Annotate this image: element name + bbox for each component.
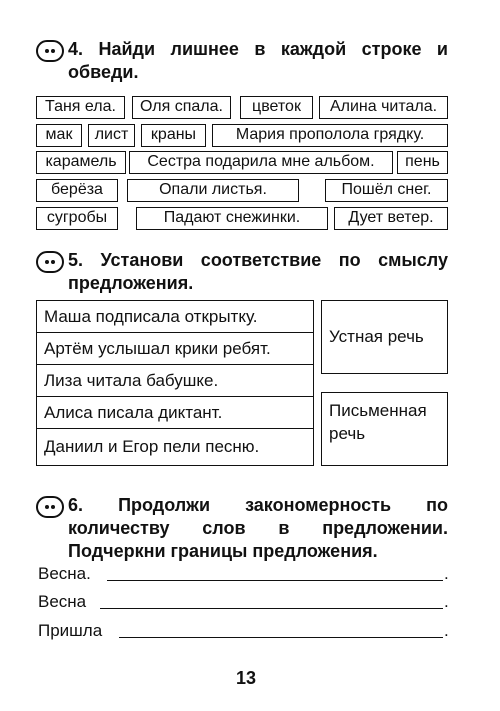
word-box[interactable]: краны <box>141 124 206 147</box>
answer-line[interactable] <box>107 580 443 581</box>
word-box[interactable]: Таня ела. <box>36 96 125 119</box>
word-box[interactable]: Дует ветер. <box>334 207 448 230</box>
category-oral-speech[interactable]: Устная речь <box>321 300 448 374</box>
word-box[interactable]: берёза <box>36 179 118 202</box>
word-box[interactable]: мак <box>36 124 82 147</box>
word-box[interactable]: Оля спала. <box>132 96 231 119</box>
line-label: Весна <box>38 592 87 611</box>
task4-heading: 4. Найди лишнее в каждой строке и обведи. <box>68 39 448 82</box>
word-box[interactable]: Сестра подарила мне альбом. <box>129 151 393 174</box>
category-written-speech[interactable]: Письменная речь <box>321 392 448 466</box>
answer-line[interactable] <box>100 608 443 609</box>
word-box[interactable]: Алина читала. <box>319 96 448 119</box>
page-number: 13 <box>236 668 257 688</box>
line-end-period: . <box>444 592 449 611</box>
statement-row[interactable]: Даниил и Егор пели песню. <box>44 437 260 456</box>
line-label: Пришла <box>38 621 103 640</box>
word-box[interactable]: Мария прополола грядку. <box>212 124 448 147</box>
line-label: Весна. <box>38 564 91 583</box>
line-end-period: . <box>444 564 449 583</box>
word-box[interactable]: Падают снежинки. <box>136 207 328 230</box>
smiley-icon <box>36 40 64 62</box>
line-end-period: . <box>444 621 449 640</box>
word-box[interactable]: Опали листья. <box>127 179 299 202</box>
task5-heading: 5. Установи соответствие по смыслу предложения. <box>68 250 448 293</box>
word-box[interactable]: Пошёл снег. <box>325 179 448 202</box>
statement-row[interactable]: Лиза читала бабушке. <box>37 365 313 397</box>
statements-table <box>36 300 314 466</box>
answer-line[interactable] <box>119 637 443 638</box>
statement-row[interactable]: Артём услышал крики ребят. <box>37 333 313 365</box>
statement-row[interactable]: Алиса писала диктант. <box>37 397 313 429</box>
word-box[interactable]: цветок <box>240 96 313 119</box>
word-box[interactable]: пень <box>397 151 448 174</box>
statement-row[interactable]: Маша подписала открытку. <box>37 301 313 333</box>
task6-heading: 6. Продолжи закономерность по количеству слов в предложении. Подчеркни границы предложения. <box>68 495 448 561</box>
word-box[interactable]: карамель <box>36 151 126 174</box>
smiley-icon <box>36 496 64 518</box>
smiley-icon <box>36 251 64 273</box>
word-box[interactable]: сугробы <box>36 207 118 230</box>
word-box[interactable]: лист <box>88 124 135 147</box>
